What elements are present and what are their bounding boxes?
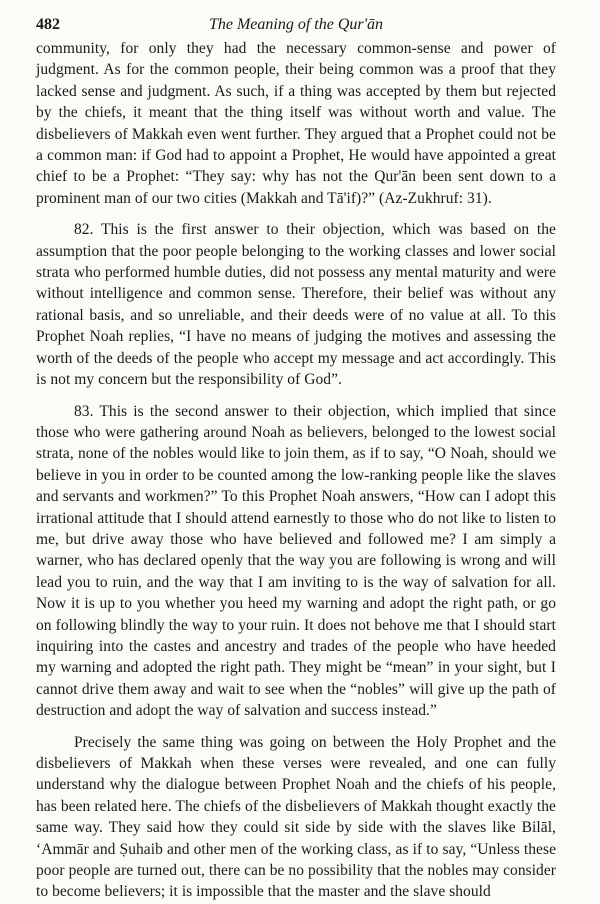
paragraph-commentary: Precisely the same thing was going on between the Holy Prophet and the disbelievers of Makkah when these verses were revealed, and one can fully understand why the dialogue between Prophet Noah and the chiefs of his people, has been related here. The chiefs of the disbelievers of Makkah thought exactly the same way. They said how they could sit side by side with the slaves like Bilāl, ‘Ammār and Ṣuhaib and other men of the working class, as if to say, “Unless these poor people are turned out, there can be no possibility that the nobles may consider to become believers; it is impossible that the master and the slave should bbox=[36, 733, 556, 901]
running-title: The Meaning of the Qur'ān bbox=[208, 16, 384, 33]
paragraph-note-83: 83. This is the second answer to their objection, which implied that since those who were gathering around Noah as believers, belonged to the lowest social strata, none of the nobles would like to join them, as if to say, “O Noah, should we believe in you in order to be counted among the low-ranking people like the slaves and servants and workmen?” To this Prophet Noah answers, “How can I adopt this irrational attitude that I should attend earnestly to those who do not like to listen to me, but drive away those who have believed and followed me? I am simply a warner, who has declared openly that the way you are following is wrong and will lead you to ruin, and the way that I am inviting to is the way of salvation for all. Now it is up to you whether you heed my warning and adopt the right path, or go on following blindly the way to your ruin. It does not behove me that I should start inquiring into the castes and ancestry and trades of the people who have heeded my warning and adopted the right path. They might be “mean” in your sight, but I cannot drive them away and wait to see when the “nobles” will give up the path of destruction and adopt the way of salvation and success instead.” bbox=[36, 402, 556, 720]
paragraph-note-82: 82. This is the first answer to their objection, which was based on the assumption that the poor people belonging to the working classes and lower social strata who performed humble duties, did not possess any mental maturity and were without intelligence and common sense. Therefore, their belief was without any rational basis, and so unreliable, and their deeds were of no value at all. To this Prophet Noah replies, “I have no means of judging the motives and assessing the worth of the deeds of the people who accept my message and act accordingly. This is not my concern but the responsibility of God”. bbox=[36, 221, 556, 389]
page-header bbox=[36, 10, 556, 36]
page-number: 482 bbox=[36, 16, 60, 33]
paragraph-continuation: community, for only they had the necessary common-sense and power of judgment. As for the common people, their being common was a proof that they lacked sense and judgment. As such, if a thing was accepted by them but rejected by the chiefs, it meant that the thing itself was without worth and value. The disbelievers of Makkah even went further. They argued that a Prophet could not be a common man: if God had to appoint a Prophet, He would have appointed a great chief to be a Prophet: “They say: why has not the Qur'ān been sent down to a prominent man of our two cities (Makkah and Tā'if)?” (Az-Zukhruf: 31). bbox=[36, 40, 556, 207]
body-text bbox=[36, 38, 556, 903]
